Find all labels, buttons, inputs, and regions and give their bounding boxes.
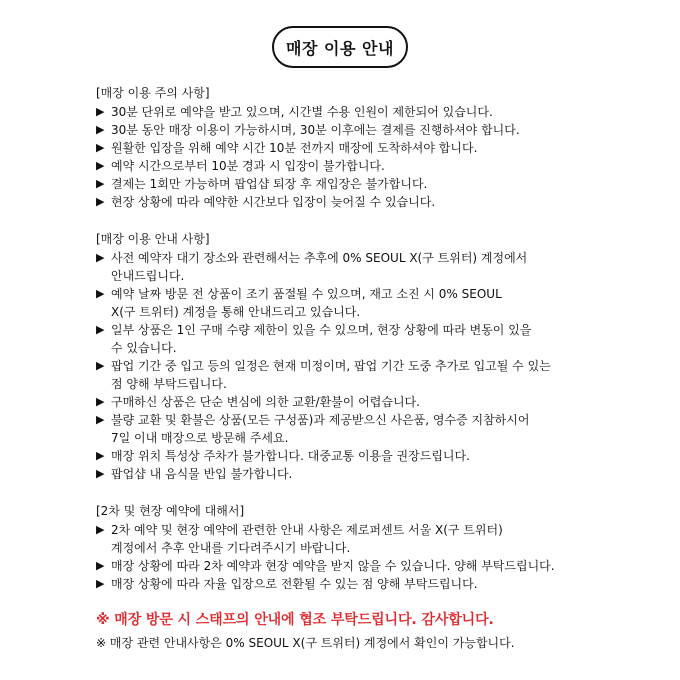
triangle-bullet-icon: ▶ [96,105,105,118]
list-item [96,465,656,483]
triangle-bullet-icon: ▶ [96,413,105,426]
triangle-bullet-icon: ▶ [96,559,105,572]
list-item-text: 결제는 1회만 가능하며 팝업샵 퇴장 후 재입장은 불가합니다. [111,177,428,191]
list-item-text: 팝업샵 내 음식물 반입 불가합니다. [111,467,293,481]
list-item-text: 사전 예약자 대기 장소와 관련해서는 추후에 0% SEOUL X(구 트위터) 계정에서 안내드립니다. [111,251,528,283]
list-item [96,411,656,447]
list-item [96,249,656,285]
section-header: [매장 이용 주의 사항] [96,86,210,100]
list-item-text: 현장 상황에 따라 예약한 시간보다 입장이 늦어질 수 있습니다. [111,195,436,209]
staff-cooperation-notice: ※ 매장 방문 시 스태프의 안내에 협조 부탁드립니다. 감사합니다. [96,612,494,628]
list-item-text: 불량 교환 및 환불은 상품(모든 구성품)과 제공받으신 사은품, 영수증 지참하시어 7일 이내 매장으로 방문해 주세요. [111,413,530,445]
section-usage-cautions [96,84,656,211]
list-item [96,447,656,465]
list-item [96,557,656,575]
page-title [272,26,408,68]
triangle-bullet-icon: ▶ [96,251,105,264]
triangle-bullet-icon: ▶ [96,287,105,300]
triangle-bullet-icon: ▶ [96,123,105,136]
triangle-bullet-icon: ▶ [96,523,105,536]
notice-content [96,84,656,593]
list-item [96,521,656,557]
list-item [96,139,656,157]
list-item-text: 원활한 입장을 위해 예약 시간 10분 전까지 매장에 도착하셔야 합니다. [111,141,478,155]
list-item-text: 매장 위치 특성상 주차가 불가합니다. 대중교통 이용을 권장드립니다. [111,449,470,463]
list-item [96,575,656,593]
triangle-bullet-icon: ▶ [96,177,105,190]
list-item-text: 2차 예약 및 현장 예약에 관련한 안내 사항은 제로퍼센트 서울 X(구 트위터) 계정에서 추후 안내를 기다려주시기 바랍니다. [111,523,503,555]
list-item [96,357,656,393]
triangle-bullet-icon: ▶ [96,577,105,590]
list-item-text: 예약 날짜 방문 전 상품이 조기 품절될 수 있으며, 재고 소진 시 0% SEOUL X(구 트위터) 계정을 통해 안내드리고 있습니다. [111,287,502,319]
section-header: [2차 및 현장 예약에 대해서] [96,504,245,518]
list-item [96,285,656,321]
list-item-text: 팝업 기간 중 입고 등의 일정은 현재 미정이며, 팝업 기간 도중 추가로 입고될 수 있는 점 양해 부탁드립니다. [111,359,551,391]
list-item-text: 일부 상품은 1인 구매 수량 제한이 있을 수 있으며, 현장 상황에 따라 변동이 있을 수 있습니다. [111,323,532,355]
list-item [96,157,656,175]
triangle-bullet-icon: ▶ [96,141,105,154]
list-item-text: 매장 상황에 따라 자율 입장으로 전환될 수 있는 점 양해 부탁드립니다. [111,577,478,591]
info-source-notice: ※ 매장 관련 안내사항은 0% SEOUL X(구 트위터) 계정에서 확인이 가능합니다. [96,636,515,650]
triangle-bullet-icon: ▶ [96,323,105,336]
triangle-bullet-icon: ▶ [96,449,105,462]
list-item-text: 예약 시간으로부터 10분 경과 시 입장이 불가합니다. [111,159,385,173]
list-item [96,393,656,411]
list-item-text: 30분 단위로 예약을 받고 있으며, 시간별 수용 인원이 제한되어 있습니다. [111,105,493,119]
list-item-text: 구매하신 상품은 단순 변심에 의한 교환/환불이 어렵습니다. [111,395,420,409]
triangle-bullet-icon: ▶ [96,359,105,372]
triangle-bullet-icon: ▶ [96,195,105,208]
list-item [96,103,656,121]
triangle-bullet-icon: ▶ [96,467,105,480]
list-item [96,193,656,211]
list-item [96,175,656,193]
list-item-text: 매장 상황에 따라 2차 예약과 현장 예약을 받지 않을 수 있습니다. 양해 부탁드립니다. [111,559,555,573]
section-usage-guide [96,230,656,483]
triangle-bullet-icon: ▶ [96,395,105,408]
footer-notices [96,608,676,654]
triangle-bullet-icon: ▶ [96,159,105,172]
list-item-text: 30분 동안 매장 이용이 가능하시며, 30분 이후에는 결제를 진행하셔야 합니다. [111,123,520,137]
list-item [96,121,656,139]
section-reservation-info [96,502,656,593]
page-title-text: 매장 이용 안내 [286,38,394,58]
list-item [96,321,656,357]
section-header: [매장 이용 안내 사항] [96,232,210,246]
